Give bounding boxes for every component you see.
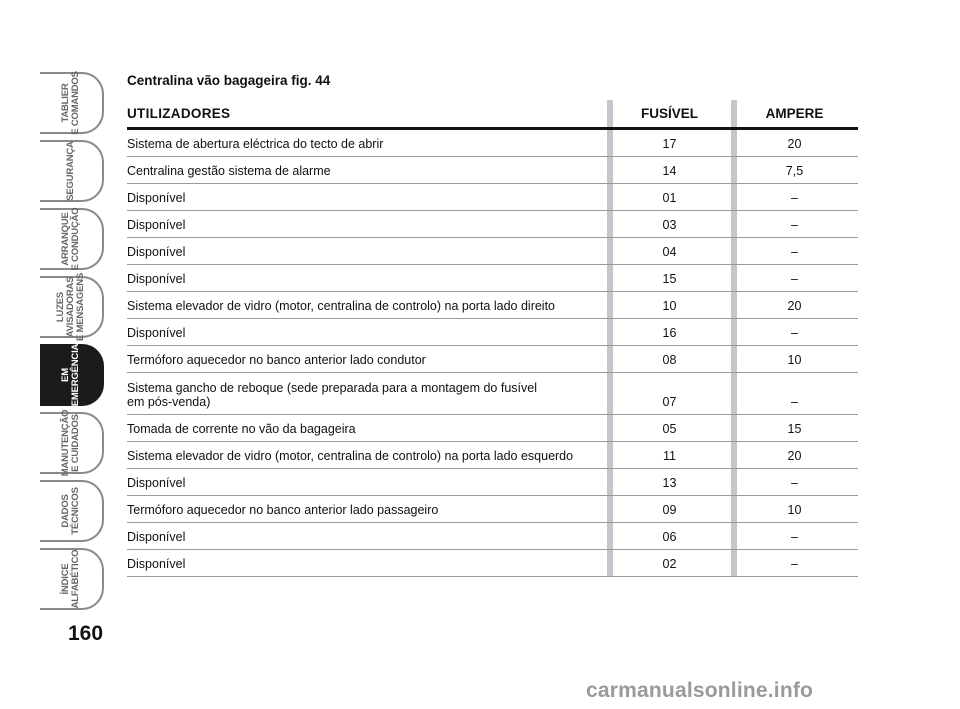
cell-amp: – [791,395,798,409]
cell-user: Termóforo aquecedor no banco anterior lado passageiro [127,503,439,517]
nav-tab-8[interactable] [40,548,104,610]
cell-fuse: 13 [662,476,677,490]
cell-fuse: 02 [662,557,677,571]
table-row [127,523,858,550]
cell-user: Sistema gancho de reboque (sede preparada para a montagem do fusível em pós-venda) [127,381,537,409]
cell-amp: 10 [787,353,802,367]
cell-fuse: 08 [662,353,677,367]
nav-tab-7[interactable] [40,480,104,542]
header-fuse: FUSÍVEL [640,106,698,121]
cell-amp: – [791,191,798,205]
nav-tab-label: ARRANQUE E CONDUÇÃO [60,207,81,271]
cell-amp: 20 [787,299,802,313]
cell-fuse: 01 [662,191,677,205]
cell-amp: 20 [787,137,802,151]
nav-tab-4[interactable] [40,272,104,342]
cell-user: Disponível [127,191,186,205]
table-row [127,184,858,211]
nav-tab-label: LUZES AVISADORAS E MENSAGENS [55,272,86,342]
cell-amp: – [791,476,798,490]
table-row [127,292,858,319]
cell-user: Disponível [127,476,186,490]
nav-tab-label: SEGURANÇA [65,141,76,201]
cell-fuse: 15 [662,272,677,286]
table-body [127,130,858,577]
cell-amp: 7,5 [785,164,804,178]
cell-fuse: 11 [663,449,676,463]
cell-user: Disponível [127,326,186,340]
cell-user: Termóforo aquecedor no banco anterior lado condutor [127,353,426,367]
table-row [127,130,858,157]
cell-fuse: 07 [662,395,677,409]
cell-user: Tomada de corrente no vão da bagageira [127,422,356,436]
table-row [127,265,858,292]
watermark: carmanualsonline.info [586,679,814,702]
table-row [127,373,858,415]
cell-fuse: 05 [662,422,677,436]
nav-tab-label: DADOS TÉCNICOS [60,487,81,535]
table-row [127,319,858,346]
table-title: Centralina vão bagageira fig. 44 [127,73,331,88]
table-row [127,415,858,442]
cell-fuse: 10 [662,299,677,313]
table-row [127,211,858,238]
cell-amp: – [791,272,798,286]
cell-user: Disponível [127,272,186,286]
header-user: UTILIZADORES [127,106,231,121]
cell-amp: 10 [787,503,802,517]
table-row [127,442,858,469]
table-header-row [127,100,858,130]
cell-user: Centralina gestão sistema de alarme [127,164,331,178]
nav-tab-label: MANUTENÇÃO E CUIDADOS [60,409,81,477]
cell-user: Disponível [127,218,186,232]
cell-user: Disponível [127,530,186,544]
side-navigation [40,0,106,709]
page-number: 160 [68,622,104,645]
header-amp: AMPERE [765,106,824,121]
table-row [127,346,858,373]
cell-fuse: 17 [662,137,677,151]
cell-amp: 15 [787,422,802,436]
table-row [127,550,858,577]
cell-fuse: 16 [662,326,677,340]
cell-fuse: 03 [662,218,677,232]
cell-fuse: 09 [662,503,677,517]
cell-fuse: 04 [662,245,677,259]
cell-amp: – [791,218,798,232]
table-row [127,469,858,496]
table-row [127,496,858,523]
table-row [127,238,858,265]
nav-tab-3[interactable] [40,208,104,270]
nav-tab-label: EM EMERGÊNCIA [60,343,81,407]
cell-amp: – [791,326,798,340]
nav-tab-label: TABLIER E COMANDOS [60,71,81,135]
cell-user: Disponível [127,557,186,571]
cell-fuse: 06 [662,530,677,544]
cell-amp: – [791,557,798,571]
cell-user: Disponível [127,245,186,259]
cell-fuse: 14 [662,164,677,178]
nav-tab-1[interactable] [40,72,104,134]
nav-tab-6[interactable] [40,409,104,477]
table-row [127,157,858,184]
cell-amp: – [791,530,798,544]
cell-user: Sistema elevador de vidro (motor, centralina de controlo) na porta lado esquerdo [127,449,574,463]
nav-tab-label: ÍNDICE ALFABÉTICO [60,549,81,609]
cell-user: Sistema de abertura eléctrica do tecto de abrir [127,137,384,151]
nav-tab-2[interactable] [40,140,104,202]
fuse-table [127,100,858,577]
nav-tab-5[interactable] [40,344,104,406]
cell-amp: – [791,245,798,259]
cell-user: Sistema elevador de vidro (motor, centralina de controlo) na porta lado direito [127,299,556,313]
cell-amp: 20 [787,449,802,463]
